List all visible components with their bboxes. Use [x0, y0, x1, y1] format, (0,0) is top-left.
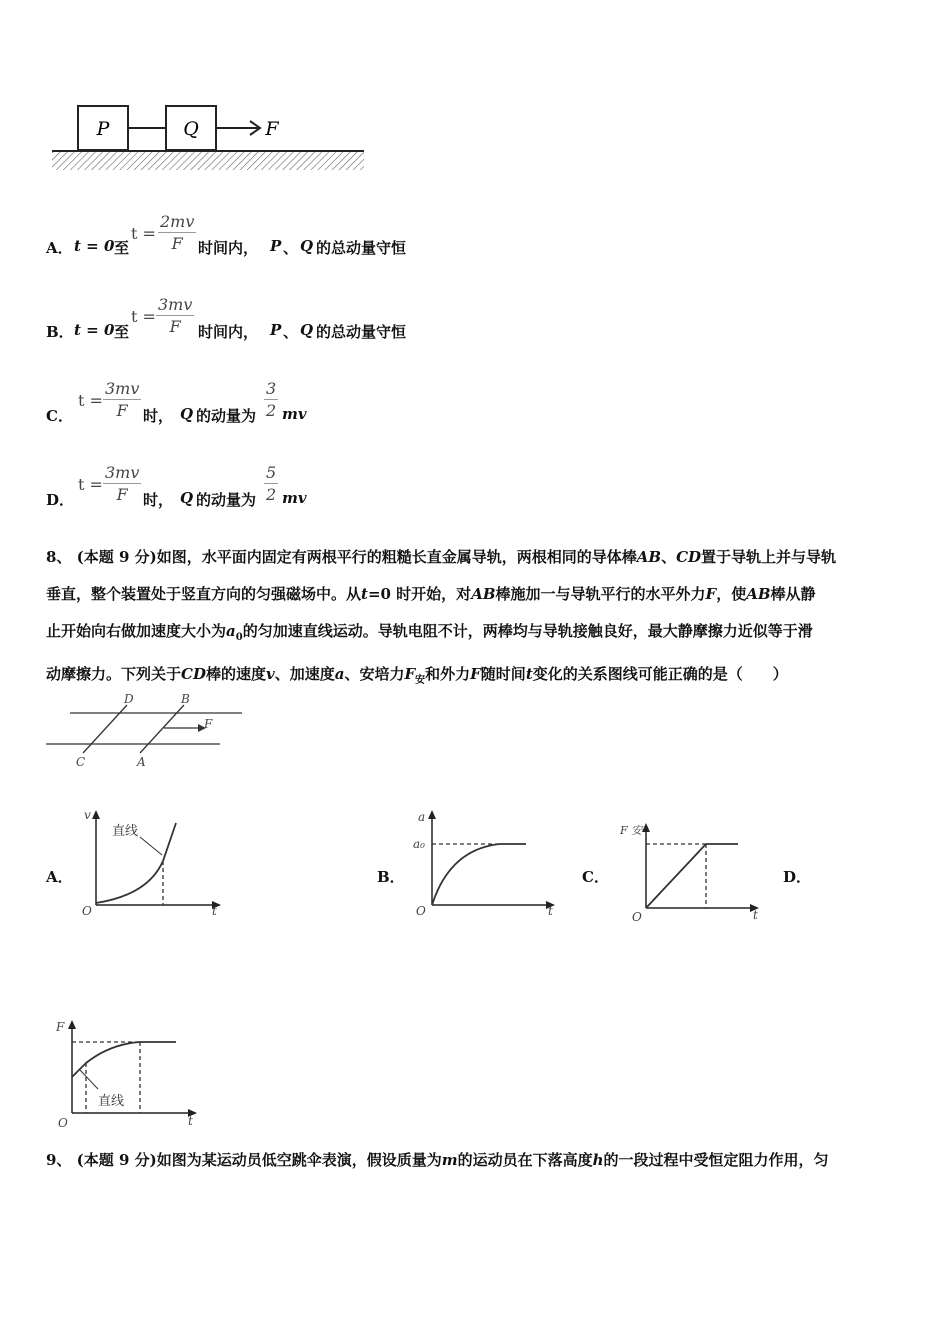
q-label: Q [183, 118, 199, 140]
rod-cd [83, 705, 127, 753]
q8-line-4: 动摩擦力。下列关于CD棒的速度v、加速度a、安培力$F_安$和外力F随时间t变化的关系图线可能正确的是（ ） [46, 665, 788, 686]
p-label: P [96, 118, 110, 140]
svg-text:D: D [124, 692, 134, 706]
svg-text:a: a [418, 810, 426, 824]
svg-text:直线: 直线 [98, 1094, 125, 1109]
q8-line-3: 止开始向右做加速度大小为$a_0$的匀加速直线运动。导轨电阻不计，两棒均与导轨接触良好，最大静摩擦力近似等于滑 [46, 622, 813, 643]
question-8 [46, 539, 916, 699]
q8-line-2: 垂直，整个装置处于竖直方向的匀强磁场中。从t=0 时开始，对AB棒施加一与导轨平行的水平外力F，使AB棒从静 [46, 585, 816, 603]
svg-text:t: t [548, 904, 553, 918]
svg-text:a₀: a₀ [413, 837, 425, 851]
question-9: 9、 (本题 9 分)如图为某运动员低空跳伞表演，假设质量为m的运动员在下落高度h的一段过程中受恒定阻力作用，匀 [46, 1151, 829, 1169]
rails-figure [44, 690, 254, 772]
pq-figure [48, 100, 368, 175]
svg-text:O: O [58, 1116, 68, 1130]
f-label: F [265, 118, 279, 140]
graph-a-label: A． [46, 868, 73, 886]
svg-text:O: O [632, 910, 642, 924]
a-curve [432, 844, 526, 905]
f-line [646, 844, 706, 908]
svg-text:F 安: F 安 [620, 824, 643, 837]
svg-text:O: O [416, 904, 426, 918]
graph-b [410, 805, 560, 920]
svg-text:A: A [137, 755, 146, 769]
svg-text:F: F [56, 1020, 65, 1034]
graph-c [616, 818, 771, 926]
svg-text:v: v [84, 808, 91, 822]
svg-text:O: O [82, 904, 92, 918]
svg-text:t: t [212, 904, 217, 918]
svg-text:C: C [76, 755, 86, 769]
graph-d [50, 1015, 210, 1130]
svg-text:t: t [188, 1114, 193, 1128]
svg-text:B: B [181, 692, 190, 706]
svg-text:直线: 直线 [112, 824, 139, 839]
q8-line-1: 8、 (本题 9 分)如图，水平面内固定有两根平行的粗糙长直金属导轨，两根相同的导体棒AB、CD置于导轨上并与导轨 [46, 548, 837, 566]
graph-c-label: C． [582, 868, 609, 886]
f-curve [72, 1042, 176, 1077]
graph-a [78, 805, 228, 920]
svg-text:F: F [204, 717, 213, 731]
svg-text:t: t [753, 908, 758, 922]
rod-ab [140, 705, 184, 753]
graph-b-label: B． [377, 868, 405, 886]
ground-hatch [52, 152, 364, 170]
graph-d-label: D． [783, 868, 812, 886]
